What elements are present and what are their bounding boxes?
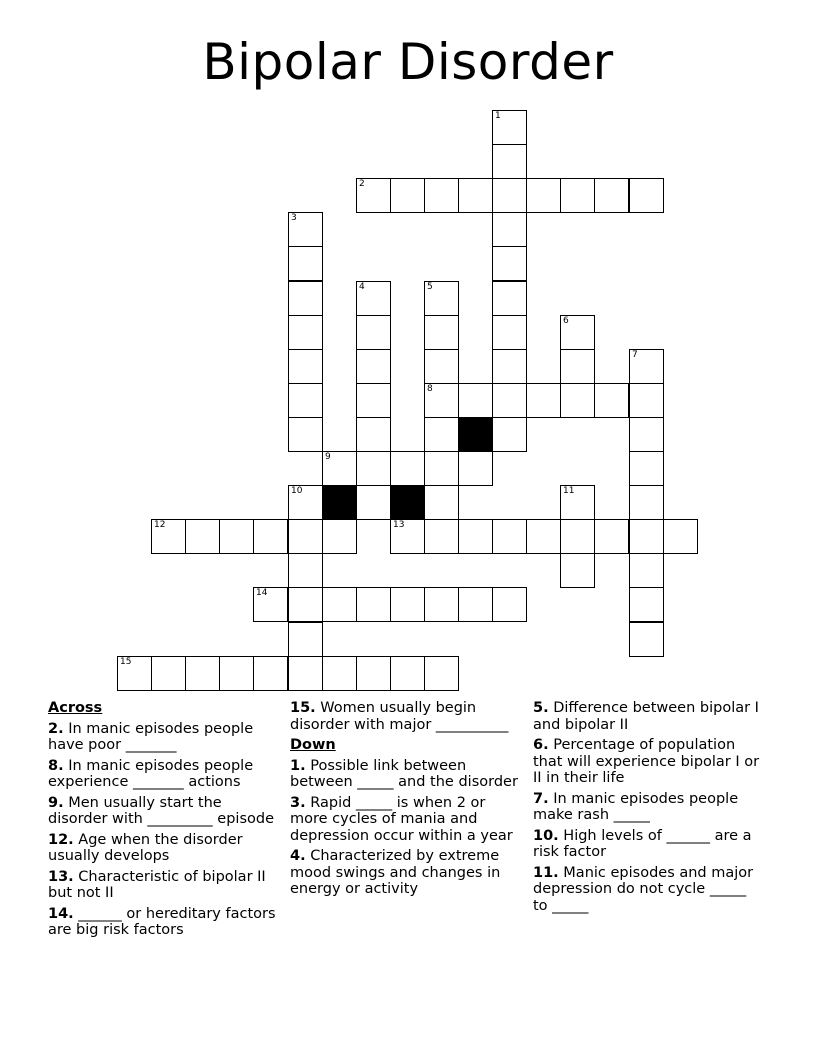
grid-cell[interactable] [629,178,664,213]
grid-cell[interactable] [151,519,186,554]
grid-cell[interactable] [458,383,493,418]
grid-cell[interactable] [492,383,527,418]
grid-cell[interactable] [356,383,391,418]
grid-cell[interactable] [560,553,595,588]
grid-cell[interactable] [424,587,459,622]
grid-cell[interactable] [594,383,629,418]
grid-cell[interactable] [390,178,425,213]
clue-number: 4 [359,282,365,292]
grid-cell[interactable] [458,178,493,213]
grid-cell[interactable] [629,349,664,384]
clue-number: 14 [256,588,268,598]
clue-down-3: 3. Rapid _____ is when 2 or more cycles of mania and depression occur within a year [290,794,513,844]
grid-cell[interactable] [185,519,220,554]
grid-cell[interactable] [253,519,288,554]
grid-cell[interactable] [424,656,459,691]
clue-across-13: 13. Characteristic of bipolar II but not II [48,868,266,901]
grid-cell[interactable] [492,246,527,281]
grid-cell[interactable] [492,315,527,350]
grid-cell[interactable] [356,587,391,622]
clue-number: 13 [393,520,405,530]
grid-cell[interactable] [629,383,664,418]
grid-cell[interactable] [492,212,527,247]
grid-cell[interactable] [560,485,595,520]
grid-cell[interactable] [390,519,425,554]
grid-cell[interactable] [356,417,391,452]
grid-cell[interactable] [492,110,527,145]
grid-cell[interactable] [594,519,629,554]
grid-cell[interactable] [288,485,323,520]
clue-across-2: 2. In manic episodes people have poor _______ [48,720,254,753]
clue-number: 2 [359,179,365,189]
grid-cell[interactable] [288,246,323,281]
across-heading: Across [48,700,103,716]
clue-number: 8 [427,384,433,394]
grid-cell[interactable] [492,349,527,384]
clue-across-12: 12. Age when the disorder usually develops [48,831,243,864]
grid-cell[interactable] [458,519,493,554]
clue-number: 12 [154,520,166,530]
grid-cell[interactable] [356,349,391,384]
grid-cell[interactable] [629,553,664,588]
grid-cell[interactable] [288,622,323,657]
clue-number: 5 [427,282,433,292]
grid-cell[interactable] [424,178,459,213]
clue-number: 7 [632,350,638,360]
grid-cell[interactable] [253,587,288,622]
clue-down-7: 7. In manic episodes people make rash _____ [533,790,739,823]
clue-down-11: 11. Manic episodes and major depression do not cycle _____ to _____ [533,864,754,914]
grid-cell[interactable] [492,144,527,179]
grid-cell[interactable] [560,383,595,418]
grid-cell[interactable] [288,519,323,554]
clue-number: 10 [291,486,303,496]
grid-cell[interactable] [492,587,527,622]
clue-number: 11 [563,486,575,496]
grid-cell[interactable] [424,349,459,384]
grid-cell[interactable] [492,178,527,213]
grid-cell[interactable] [560,519,595,554]
grid-cell[interactable] [492,417,527,452]
grid-cell[interactable] [390,587,425,622]
clue-across-14: 14. ______ or hereditary factors are big risk factors [48,905,276,938]
grid-cell[interactable] [458,587,493,622]
clues-column-2 [290,700,522,902]
black-square [458,417,493,452]
grid-cell[interactable] [526,383,561,418]
grid-cell[interactable] [629,622,664,657]
clue-down-4: 4. Characterized by extreme mood swings and changes in energy or activity [290,848,501,897]
clue-across-8: 8. In manic episodes people experience _______ actions [48,757,254,790]
clue-across-15: 15. Women usually begin disorder with major __________ [290,700,509,733]
grid-cell[interactable] [424,451,459,486]
grid-cell[interactable] [185,656,220,691]
grid-cell[interactable] [560,349,595,384]
grid-cell[interactable] [288,656,323,691]
grid-cell[interactable] [424,485,459,520]
grid-cell[interactable] [288,383,323,418]
grid-cell[interactable] [288,212,323,247]
grid-cell[interactable] [288,553,323,588]
grid-cell[interactable] [288,281,323,316]
grid-cell[interactable] [288,349,323,384]
grid-cell[interactable] [629,451,664,486]
clue-number: 6 [563,316,569,326]
grid-cell[interactable] [424,281,459,316]
clue-number: 3 [291,213,297,223]
grid-cell[interactable] [356,485,391,520]
clue-across-9: 9. Men usually start the disorder with _________ episode [48,794,274,827]
clue-down-10: 10. High levels of ______ are a risk factor [533,827,752,860]
grid-cell[interactable] [526,178,561,213]
grid-cell[interactable] [288,315,323,350]
grid-cell[interactable] [322,656,357,691]
grid-cell[interactable] [253,656,288,691]
grid-cell[interactable] [492,281,527,316]
grid-cell[interactable] [288,587,323,622]
grid-cell[interactable] [356,656,391,691]
down-heading: Down [290,737,336,753]
grid-cell[interactable] [424,519,459,554]
grid-cell[interactable] [629,417,664,452]
grid-cell[interactable] [424,383,459,418]
black-square [322,485,357,520]
grid-cell[interactable] [117,656,152,691]
clue-number: 1 [495,111,501,121]
grid-cell[interactable] [356,451,391,486]
grid-cell[interactable] [390,451,425,486]
grid-cell[interactable] [560,315,595,350]
grid-cell[interactable] [458,451,493,486]
grid-cell[interactable] [526,519,561,554]
grid-cell[interactable] [288,417,323,452]
grid-cell[interactable] [424,417,459,452]
clues-column-3 [533,700,765,918]
grid-cell[interactable] [219,519,254,554]
clues-column-1 [48,700,280,943]
grid-cell[interactable] [322,587,357,622]
clue-down-5: 5. Difference between bipolar I and bipolar II [533,700,759,733]
clue-number: 15 [120,657,132,667]
grid-cell[interactable] [219,656,254,691]
page-title: Bipolar Disorder [202,33,614,91]
grid-cell[interactable] [663,519,698,554]
grid-cell[interactable] [560,178,595,213]
grid-cell[interactable] [322,519,357,554]
grid-cell[interactable] [356,315,391,350]
grid-cell[interactable] [356,281,391,316]
clue-down-1: 1. Possible link between between _____ and the disorder [290,757,518,790]
grid-cell[interactable] [629,485,664,520]
grid-cell[interactable] [629,587,664,622]
clue-number: 9 [325,452,331,462]
grid-cell[interactable] [629,519,664,554]
grid-cell[interactable] [492,519,527,554]
grid-cell[interactable] [594,178,629,213]
grid-cell[interactable] [322,451,357,486]
clue-down-6: 6. Percentage of population that will experience bipolar I or II in their life [533,737,760,786]
grid-cell[interactable] [424,315,459,350]
grid-cell[interactable] [390,656,425,691]
black-square [390,485,425,520]
grid-cell[interactable] [151,656,186,691]
grid-cell[interactable] [356,178,391,213]
